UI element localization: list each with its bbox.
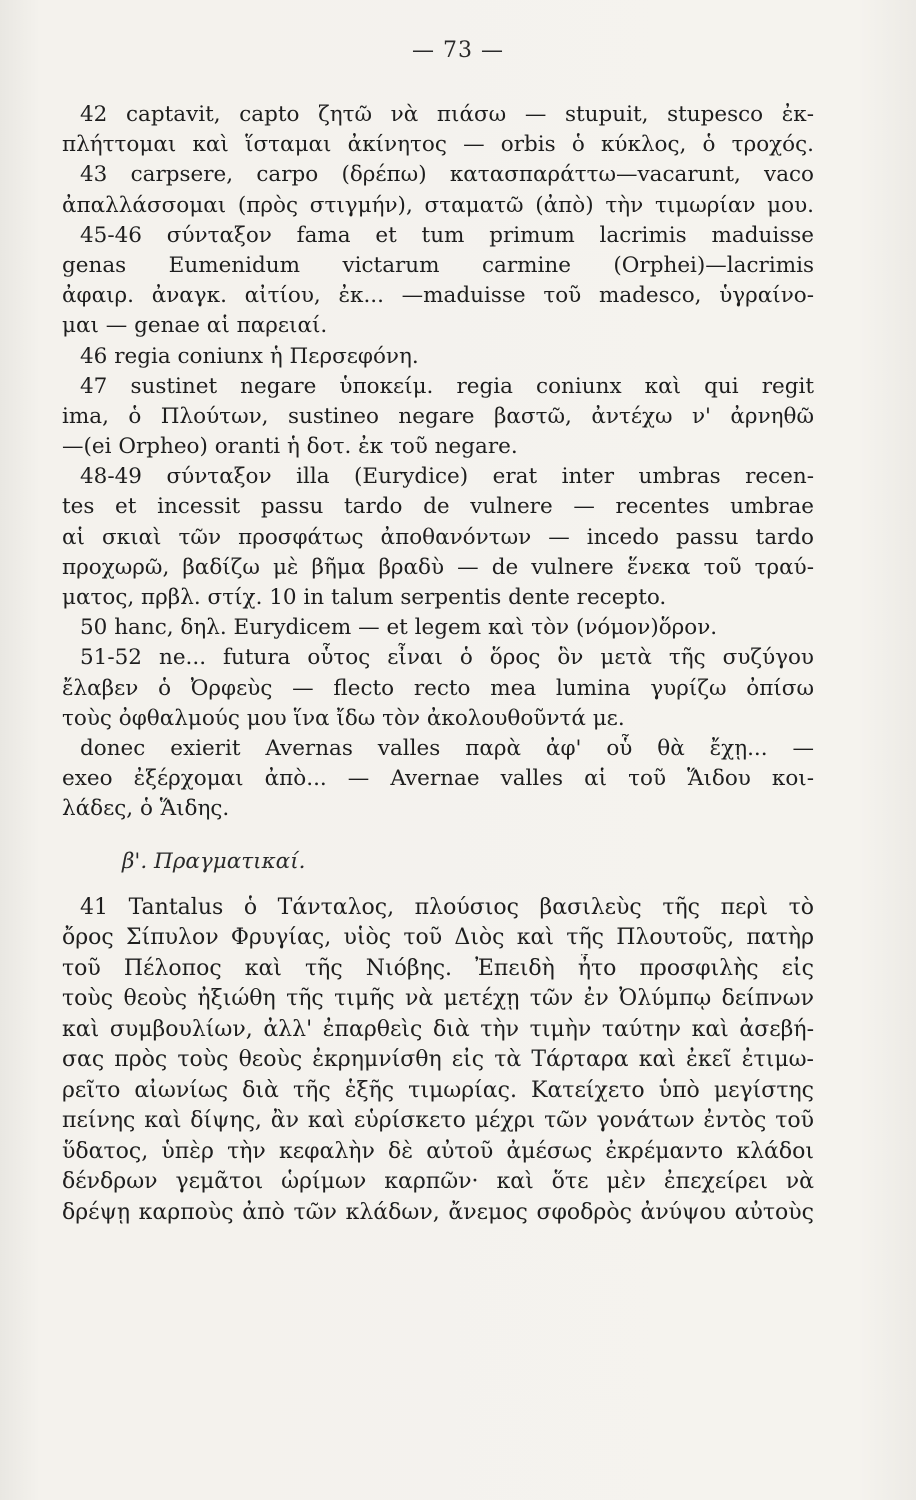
factual-notes xyxy=(62,893,814,1229)
text-line: πλήττομαι καὶ ἵσταμαι ἀκίνητος — orbis ὁ κύκλος, ὁ τροχός. xyxy=(62,132,814,158)
text-line: ὄρος Σίπυλον Φρυγίας, υἱὸς τοῦ Διὸς καὶ τῆς Πλουτοῦς, πατὴρ xyxy=(62,925,814,950)
text-line: τοῦ Πέλοπος καὶ τῆς Νιόβης. Ἐπειδὴ ἦτο προσφιλὴς εἰς xyxy=(62,955,814,981)
text-line: donec exierit Avernas valles παρὰ ἀφ' οὗ θὰ ἔχῃ... — xyxy=(80,735,814,761)
text-line: ρεῖτο αἰωνίως διὰ τῆς ἑξῆς τιμωρίας. Κατείχετο ὑπὸ μεγίστης xyxy=(62,1077,814,1103)
text-line: προχωρῶ, βαδίζω μὲ βῆμα βραδὺ — de vulnere ἕνεκα τοῦ τραύ- xyxy=(62,554,814,580)
commentary-text xyxy=(62,100,814,1228)
text-line: αἱ σκιαὶ τῶν προσφάτως ἀποθανόντων — incedo passu tardo xyxy=(62,524,814,550)
text-line: 51-52 ne... futura οὗτος εἶναι ὁ ὅρος ὃν μετὰ τῆς συζύγου xyxy=(80,645,814,671)
text-line: 46 regia coniunx ἡ Περσεφόνη. xyxy=(80,343,419,369)
page-number: — 73 — xyxy=(412,38,504,63)
text-line: ἔλαβεν ὁ Ὀρφεὺς — flecto recto mea lumina γυρίζω ὀπίσω xyxy=(62,675,814,701)
text-line: δένδρων γεμᾶτοι ὡρίμων καρπῶν· καὶ ὅτε μὲν ἐπεχείρει νὰ xyxy=(62,1169,814,1194)
text-line: 48-49 σύνταξον illa (Eurydice) erat inter umbras recen- xyxy=(80,464,814,490)
text-line: genas Eumenidum victarum carmine (Orphei)—lacrimis xyxy=(62,252,814,278)
text-line: tes et incessit passu tardo de vulnere — recentes umbrae xyxy=(62,494,814,520)
text-line: πείνης καὶ δίψης, ἂν καὶ εὑρίσκετο μέχρι τῶν γονάτων ἐντὸς τοῦ xyxy=(62,1108,814,1133)
text-line: λάδες, ὁ Ἅιδης. xyxy=(62,796,230,822)
text-line: 47 sustinet negare ὑποκείμ. regia coniunx καὶ qui regit xyxy=(80,373,814,399)
grammatical-notes xyxy=(62,100,814,825)
text-line: τοὺς θεοὺς ἠξιώθη τῆς τιμῆς νὰ μετέχῃ τῶν ἐν Ὀλύμπῳ δείπνων xyxy=(62,986,814,1011)
text-line: ὕδατος, ὑπὲρ τὴν κεφαλὴν δὲ αὐτοῦ ἀμέσως ἐκρέμαντο κλάδοι xyxy=(62,1138,814,1164)
text-line: καὶ συμβουλίων, ἀλλ' ἐπαρθεὶς διὰ τὴν τιμὴν ταύτην καὶ ἀσεβή- xyxy=(62,1016,814,1042)
text-line: exeo ἐξέρχομαι ἀπὸ... — Avernae valles αἱ τοῦ Ἅιδου κοι- xyxy=(62,766,814,792)
text-line: ἀπαλλάσσομαι (πρὸς στιγμήν), σταματῶ (ἀπὸ) τὴν τιμωρίαν μου. xyxy=(62,192,814,218)
text-line: τοὺς ὀφθαλμούς μου ἵνα ἴδω τὸν ἀκολουθοῦντά με. xyxy=(62,705,625,731)
text-line: δρέψῃ καρποὺς ἀπὸ τῶν κλάδων, ἄνεμος σφοδρὸς ἀνύψου αὐτοὺς xyxy=(62,1199,814,1225)
text-line: 50 hanc, δηλ. Eurydicem — et legem καὶ τὸν (νόμον)ὅρον. xyxy=(80,615,718,641)
text-line: 45-46 σύνταξον fama et tum primum lacrimis maduisse xyxy=(80,222,814,248)
text-line: ἀφαιρ. ἀναγκ. αἰτίου, ἐκ... —maduisse τοῦ madesco, ὑγραίνο- xyxy=(62,283,814,309)
text-line: ματος, πρβλ. στίχ. 10 in talum serpentis dente recepto. xyxy=(62,585,667,610)
text-line: ima, ὁ Πλούτων, sustineo negare βαστῶ, ἀντέχω ν' ἀρνηθῶ xyxy=(62,403,814,429)
text-line: 42 captavit, capto ζητῶ νὰ πιάσω — stupuit, stupesco ἐκ- xyxy=(80,102,814,127)
text-line: μαι — genae αἱ παρειαί. xyxy=(62,313,328,339)
text-line: —(ei Orpheo) oranti ἡ δοτ. ἐκ τοῦ negare. xyxy=(62,434,518,460)
text-line: σας πρὸς τοὺς θεοὺς ἐκρημνίσθη εἰς τὰ Τάρταρα καὶ ἐκεῖ ἐτιμω- xyxy=(62,1047,814,1072)
section-heading: β'. Πραγματικαί. xyxy=(122,848,306,874)
text-line: 41 Tantalus ὁ Τάνταλος, πλούσιος βασιλεὺς τῆς περὶ τὸ xyxy=(80,894,814,920)
text-line: 43 carpsere, carpo (δρέπω) κατασπαράττω—vacarunt, vaco xyxy=(80,162,814,188)
